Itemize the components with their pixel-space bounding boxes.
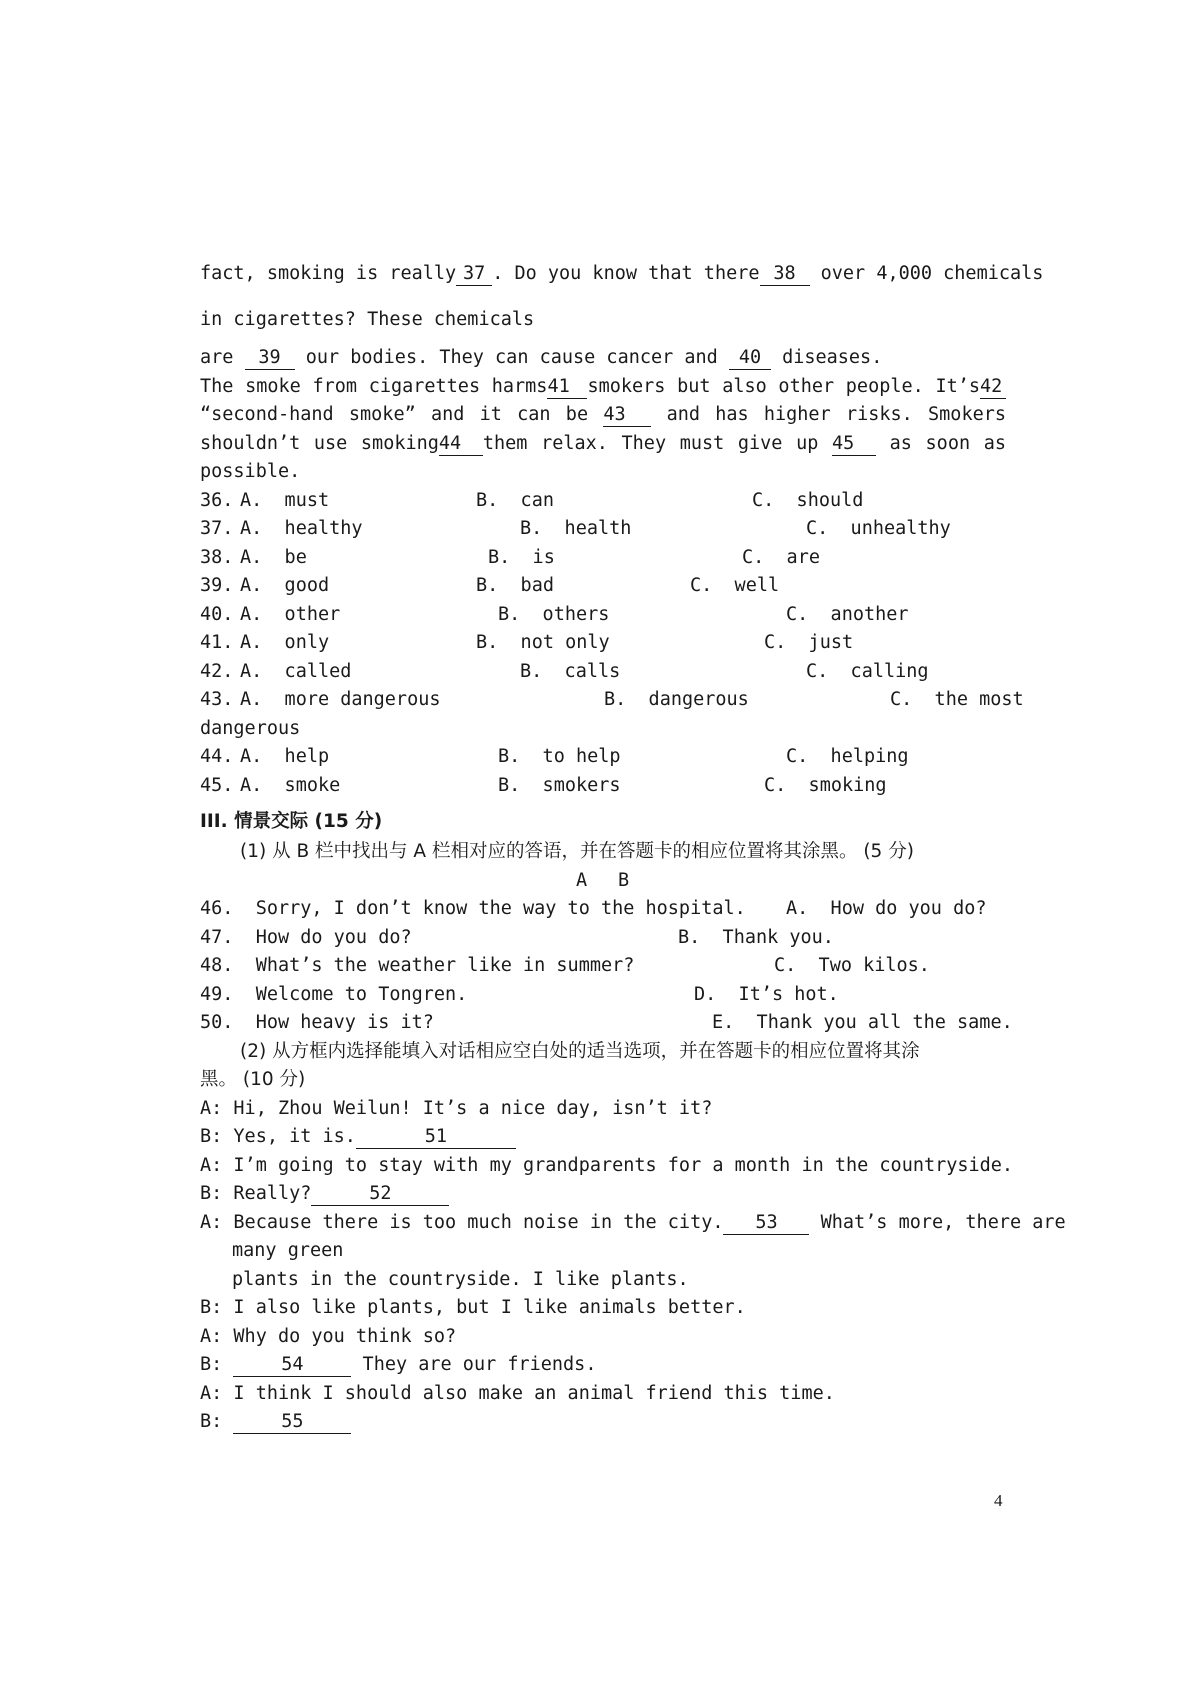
matching-question: 46. Sorry, I don’t know the way to the hospital.: [200, 898, 746, 919]
question-number: 39.: [200, 575, 234, 596]
option-row: [200, 544, 1006, 573]
passage-line: [200, 430, 1006, 459]
blank-40: 40: [729, 347, 771, 370]
option-a: A. be: [240, 546, 307, 568]
option-b: B. is: [488, 546, 555, 568]
text: diseases.: [770, 347, 883, 368]
text: as soon as: [876, 432, 1006, 454]
blank-43: 43: [603, 404, 651, 427]
dialogue-line: [200, 1180, 1006, 1209]
question-number: 41.: [200, 632, 234, 653]
option-c: C. smoking: [764, 774, 887, 796]
question-number: 38.: [200, 546, 234, 568]
dialogue-line: [200, 1123, 1006, 1152]
blank-42: 42: [980, 376, 1006, 399]
dialogue-line: B: I also like plants, but I like animals better.: [200, 1297, 746, 1318]
option-a: A. only: [240, 632, 330, 653]
text: “second-hand smoke” and it can be: [200, 404, 604, 425]
section-heading: III. 情景交际 (15 分): [200, 811, 383, 832]
blank-53: 53: [723, 1212, 809, 1235]
matching-answer: B. Thank you.: [678, 926, 834, 948]
instruction-text: 黑。 (10 分): [200, 1069, 306, 1090]
matching-row: [200, 1009, 1013, 1038]
dialogue-line: many green: [232, 1240, 344, 1261]
column-headers: [200, 867, 1006, 896]
option-c: C. unhealthy: [806, 518, 951, 539]
option-b: B. not only: [476, 632, 610, 653]
exam-page: [200, 260, 1066, 1437]
option-a: A. help: [240, 746, 330, 767]
text: A: Because there is too much noise in the city.: [200, 1211, 724, 1233]
matching-answer: C. Two kilos.: [774, 955, 930, 976]
option-b: B. to help: [498, 746, 621, 767]
dialogue-line: [200, 1351, 1006, 1380]
blank-44: 44: [439, 433, 483, 456]
matching-question: 49. Welcome to Tongren.: [200, 983, 468, 1005]
text: B: Really?: [200, 1183, 312, 1204]
column-b-label: B: [618, 869, 630, 891]
option-c: C. well: [690, 575, 780, 596]
question-number: 42.: [200, 660, 234, 682]
matching-row: [200, 895, 1006, 924]
dialogue-line: [200, 1408, 1006, 1437]
instruction-text: (2) 从方框内选择能填入对话相应空白处的适当选项，并在答题卡的相应位置将其涂: [240, 1040, 920, 1062]
option-row: [200, 658, 1006, 687]
passage-line: [200, 373, 1006, 402]
instruction-text: (1) 从 B 栏中找出与 A 栏相对应的答语，并在答题卡的相应位置将其涂黑。 (5 分): [240, 841, 914, 862]
option-row: [200, 686, 1024, 715]
option-row: [200, 629, 1006, 658]
dialogue-line: plants in the countryside. I like plants.: [232, 1268, 689, 1290]
matching-answer: D. It’s hot.: [694, 983, 839, 1005]
blank-45: 45: [832, 433, 876, 456]
dialogue-line: A: I think I should also make an animal friend this time.: [200, 1382, 835, 1404]
text: them relax. They must give up: [482, 432, 832, 454]
matching-row: [200, 952, 1006, 981]
option-b: B. bad: [476, 575, 554, 596]
option-b: B. health: [520, 518, 632, 539]
text: They are our friends.: [351, 1354, 597, 1375]
question-number: 45.: [200, 774, 234, 796]
option-a: A. healthy: [240, 518, 363, 539]
blank-37: 37: [456, 263, 492, 286]
blank-54: 54: [233, 1354, 351, 1377]
option-a: A. must: [240, 489, 330, 511]
matching-question: 50. How heavy is it?: [200, 1012, 434, 1033]
matching-row: [200, 981, 1006, 1010]
option-a: A. good: [240, 575, 330, 596]
text: B:: [200, 1411, 234, 1432]
question-number: 36.: [200, 489, 234, 511]
option-a: A. other: [240, 603, 341, 625]
question-number: 37.: [200, 518, 234, 539]
matching-answer: A. How do you do?: [786, 898, 987, 919]
blank-55: 55: [233, 1411, 351, 1434]
text: The smoke from cigarettes harms: [200, 375, 548, 397]
text: fact, smoking is really: [200, 263, 457, 284]
option-c: C. calling: [806, 660, 929, 682]
question-number: 44.: [200, 746, 234, 767]
option-row: [200, 572, 1006, 601]
question-number: 40.: [200, 603, 234, 625]
option-a: A. smoke: [240, 774, 341, 796]
option-row: [200, 743, 1006, 772]
text: our bodies. They can cause cancer and: [294, 347, 729, 368]
matching-row: [200, 924, 1006, 953]
option-c: C. the most: [890, 689, 1024, 710]
option-row: [200, 515, 1006, 544]
text: smokers but also other people. It’s: [587, 375, 980, 397]
dialogue-line: A: Hi, Zhou Weilun! It’s a nice day, isn’t it?: [200, 1097, 713, 1119]
option-row: [200, 772, 1006, 801]
option-c: C. should: [752, 489, 864, 511]
option-c: C. helping: [786, 746, 909, 767]
passage-line: [200, 401, 1006, 430]
passage-line: [200, 260, 1044, 289]
blank-38: 38: [760, 263, 810, 286]
matching-question: 47. How do you do?: [200, 926, 412, 948]
text: over 4,000 chemicals: [809, 263, 1044, 284]
blank-52: 52: [311, 1183, 449, 1206]
question-number: 43.: [200, 689, 234, 710]
blank-51: 51: [356, 1126, 516, 1149]
option-b: B. smokers: [498, 774, 621, 796]
text: B:: [200, 1354, 234, 1375]
option-continuation: dangerous: [200, 717, 301, 739]
passage-line: in cigarettes? These chemicals: [200, 308, 535, 330]
option-c: C. are: [742, 546, 820, 568]
option-a: A. more dangerous: [240, 689, 441, 710]
option-c: C. another: [786, 603, 909, 625]
option-b: B. others: [498, 603, 610, 625]
blank-39: 39: [245, 347, 295, 370]
option-b: B. can: [476, 489, 554, 511]
text: are: [200, 347, 245, 368]
blank-41: 41: [547, 376, 587, 399]
text: and has higher risks. Smokers: [651, 404, 1006, 425]
dialogue-line: A: Why do you think so?: [200, 1325, 457, 1347]
column-a-label: A: [576, 869, 588, 891]
text: B: Yes, it is.: [200, 1126, 356, 1147]
option-b: B. calls: [520, 660, 621, 682]
option-c: C. just: [764, 632, 854, 653]
option-row: [200, 487, 1006, 516]
passage-line: [200, 344, 1006, 373]
page-number: 4: [994, 1491, 1003, 1510]
text: . Do you know that there: [492, 263, 760, 284]
option-b: B. dangerous: [604, 689, 749, 710]
passage-line: possible.: [200, 461, 301, 482]
text: shouldn’t use smoking: [200, 432, 439, 454]
matching-question: 48. What’s the weather like in summer?: [200, 955, 635, 976]
text: What’s more, there are: [809, 1211, 1066, 1233]
dialogue-line: [200, 1209, 1066, 1238]
matching-answer: E. Thank you all the same.: [712, 1012, 1013, 1033]
option-row: [200, 601, 1006, 630]
option-a: A. called: [240, 660, 352, 682]
dialogue-line: A: I’m going to stay with my grandparents for a month in the countryside.: [200, 1154, 1014, 1176]
